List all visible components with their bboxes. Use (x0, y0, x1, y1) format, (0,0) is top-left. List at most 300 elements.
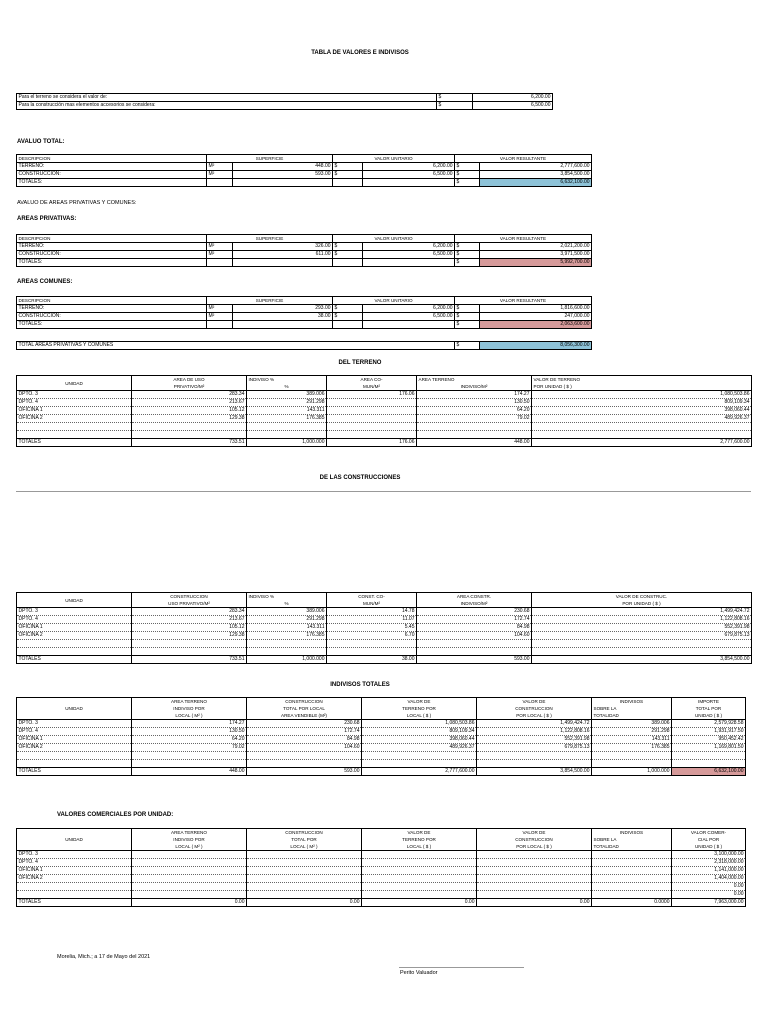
totals-row (17, 768, 746, 776)
currency-sign: $ (333, 163, 363, 171)
column-header: DESCRIPCION (17, 155, 207, 163)
column-header: INDIVISO POR (132, 836, 247, 843)
cell-value: 809,109.34 (362, 728, 477, 736)
cell-value: 176.06 (327, 391, 417, 399)
cell-value: 809,109.34 (532, 399, 752, 407)
cell-value: 172.74 (247, 728, 362, 736)
cell-value: 1,141,000.00 (672, 867, 746, 875)
cell-value: 291.298 (592, 728, 672, 736)
column-header: VALOR UNITARIO (333, 235, 455, 243)
unit-label: M² (207, 305, 233, 313)
privativas-table (16, 234, 592, 267)
unit-name: DPTO. 4 (17, 728, 132, 736)
cell-value: 283.34 (132, 391, 247, 399)
unit-label: M² (207, 251, 233, 259)
unit-name: DPTO. 4 (17, 399, 132, 407)
cell-value: 293.00 (233, 305, 333, 313)
column-header: DESCRIPCION (17, 297, 207, 305)
column-header: INDIVISO/M² (417, 383, 532, 391)
cell-value: 130.50 (132, 728, 247, 736)
totals-row (17, 899, 746, 907)
column-header: LOCAL ( M² ) (132, 843, 247, 851)
total-value: 0.00 (247, 899, 362, 907)
column-header: MUN/M² (327, 600, 417, 608)
total-value: 0.00 (362, 899, 477, 907)
column-header: PRIVATIVO/M² (132, 383, 247, 391)
cell-value: 3,971,500.00 (480, 251, 592, 259)
unit-name: DPTO. 3 (17, 851, 132, 859)
unit-name: OFICINA 1 (17, 624, 132, 632)
cell-value: 6.70 (327, 632, 417, 640)
column-header: VALOR RESULTANTE (455, 155, 592, 163)
cell-value: 105.12 (132, 407, 247, 415)
column-header: VALOR RESULTANTE (455, 297, 592, 305)
column-header: POR UNIDAD ( $ ) (532, 383, 752, 391)
cell-value: 552,391.98 (532, 624, 752, 632)
column-header: UNIDAD (17, 829, 132, 851)
column-header: TERRENO POR (362, 705, 477, 712)
table-row (17, 171, 592, 179)
row-label: TOTALES (17, 439, 132, 447)
total-areas-table (16, 341, 592, 350)
total-value: 2,777,600.00 (362, 768, 477, 776)
total-value: 448.00 (132, 768, 247, 776)
construcciones-heading: DE LAS CONSTRUCCIONES (319, 475, 401, 481)
cell-value: 389.006 (247, 391, 327, 399)
cell-value: 1,080,503.86 (362, 720, 477, 728)
row-label: CONSTRUCCION: (17, 313, 207, 321)
table-row (17, 752, 746, 760)
column-header: % (247, 383, 327, 391)
total-value: 448.00 (417, 439, 532, 447)
comunes-table (16, 296, 592, 329)
unit-label: M² (207, 171, 233, 179)
cell-value: 143.311 (247, 407, 327, 415)
table-header-row (17, 297, 592, 305)
column-header: INDIVISOS (592, 698, 672, 706)
intro-value: 6,200.00 (473, 94, 553, 102)
currency-sign: $ (333, 251, 363, 259)
column-header: TERRENO POR (362, 836, 477, 843)
column-header: INDIVISO % (247, 376, 327, 384)
privativas-heading: AREAS PRIVATIVAS: (17, 216, 77, 222)
indivisos-table (16, 697, 746, 776)
column-header: POR UNIDAD ( $ ) (532, 600, 752, 608)
column-header: AREA CONSTR. (417, 593, 532, 601)
column-header: VALOR UNITARIO (333, 297, 455, 305)
cell-value: 6,200.00 (363, 243, 455, 251)
unit-name: DPTO. 4 (17, 616, 132, 624)
cell-value: 2,777,600.00 (480, 163, 592, 171)
column-header: TOTAL POR (247, 836, 362, 843)
intro-table (16, 93, 553, 110)
cell-value: 6,200.00 (363, 305, 455, 313)
cell-value: 247,000.00 (480, 313, 592, 321)
unit-name: OFICINA 2 (17, 415, 132, 423)
column-header: VALOR DE CONSTRUC. (532, 593, 752, 601)
cell-value: 129.38 (132, 632, 247, 640)
total-value: 6,632,100.00 (672, 768, 746, 776)
cell-value (327, 415, 417, 423)
total-value: 1,000.000 (247, 656, 327, 664)
row-label: TOTAL AREAS PRIVATIVAS Y COMUNES (17, 342, 455, 350)
comunes-heading: AREAS COMUNES: (17, 279, 73, 285)
total-value: 0.00 (132, 899, 247, 907)
column-header: CONSTRUCCION (477, 705, 592, 712)
cell-value: 143.311 (247, 624, 327, 632)
column-header: USO PRIVATIVO/M² (132, 600, 247, 608)
unit-name: DPTO. 3 (17, 391, 132, 399)
cell-value: 84.98 (247, 736, 362, 744)
table-row (17, 851, 746, 859)
column-header: AREA TERRENO (132, 829, 247, 837)
column-header: SOBRE LA (592, 705, 672, 712)
total-value: 3,854,500.00 (532, 656, 752, 664)
column-header: UNIDAD (17, 698, 132, 720)
comerciales-heading: VALORES COMERCIALES POR UNIDAD: (57, 812, 174, 818)
currency-sign: $ (455, 342, 480, 350)
column-header: CONSTRUCCION (247, 829, 362, 837)
column-header: DESCRIPCION (17, 235, 207, 243)
cell-value: 213.67 (132, 616, 247, 624)
cell-value: 176.385 (247, 632, 327, 640)
row-label: TOTALES: (17, 321, 207, 329)
column-header: VALOR RESULTANTE (455, 235, 592, 243)
table-row (17, 391, 752, 399)
total-value: 5,992,700.00 (480, 259, 592, 267)
row-label: TOTALES: (17, 259, 207, 267)
unit-name: OFICINA 1 (17, 736, 132, 744)
totals-row (17, 342, 592, 350)
column-header: UNIDAD (17, 593, 132, 608)
column-header: VALOR DE (362, 829, 477, 837)
column-header: POR LOCAL ( $ ) (477, 712, 592, 720)
column-header: SUPERFICIE (207, 155, 333, 163)
column-header: VALOR DE (477, 698, 592, 706)
cell-value: 489,926.37 (532, 415, 752, 423)
column-header: CONSTRUCCION (477, 836, 592, 843)
cell-value: 79.02 (132, 744, 247, 752)
table-header-row (17, 235, 592, 243)
cell-value: 143.311 (592, 736, 672, 744)
currency-sign: $ (437, 102, 473, 110)
place-date: Morelia, Mich.; a 17 de Mayo del 2021 (57, 954, 151, 960)
table-header-row (17, 376, 752, 384)
table-row (17, 305, 592, 313)
column-header: VALOR DE (477, 829, 592, 837)
totals-row (17, 321, 592, 329)
cell-value: 1,080,503.86 (532, 391, 752, 399)
cell-value: 326.00 (233, 243, 333, 251)
total-value: 1,000.000 (592, 768, 672, 776)
cell-value: 398,060.44 (362, 736, 477, 744)
totals-row (17, 259, 592, 267)
column-header: TOTAL POR (672, 705, 746, 712)
total-value: 8,056,300.00 (480, 342, 592, 350)
cell-value: 64.20 (132, 736, 247, 744)
row-label: TERRENO: (17, 305, 207, 313)
comerciales-table (16, 828, 746, 907)
total-value: 6,632,100.00 (480, 179, 592, 187)
column-header: AREA DE USO (132, 376, 247, 384)
currency-sign: $ (455, 321, 480, 329)
cell-value: 1,122,808.16 (532, 616, 752, 624)
table-header-row (17, 155, 592, 163)
column-header: INDIVISO % (247, 593, 327, 601)
table-row (17, 399, 752, 407)
cell-value: 389.006 (592, 720, 672, 728)
cell-value: 176.385 (592, 744, 672, 752)
column-header: TOTAL POR LOCAL (247, 705, 362, 712)
unit-label: M² (207, 163, 233, 171)
avaluo-note: AVALUO DE AREAS PRIVATIVAS Y COMUNES: (17, 200, 137, 206)
table-row (17, 891, 746, 899)
divider (16, 491, 751, 492)
cell-value: 679,875.13 (477, 744, 592, 752)
cell-value: 552,391.98 (477, 736, 592, 744)
column-header: SOBRE LA (592, 836, 672, 843)
cell-value: 64.20 (417, 407, 532, 415)
column-header: VALOR DE (362, 698, 477, 706)
currency-sign: $ (333, 305, 363, 313)
column-header: AREA TERRENO (417, 376, 532, 384)
total-value: 2,063,600.00 (480, 321, 592, 329)
cell-value: 79.02 (417, 415, 532, 423)
cell-value: 1,499,424.72 (532, 608, 752, 616)
unit-name: OFICINA 2 (17, 875, 132, 883)
total-value: 593.00 (247, 768, 362, 776)
table-row (17, 867, 746, 875)
total-value: 7,963,000.00 (672, 899, 746, 907)
indivisos-heading: INDIVISOS TOTALES (330, 682, 390, 688)
table-row (17, 243, 592, 251)
cell-value: 593.00 (233, 171, 333, 179)
total-value: 2,777,600.00 (532, 439, 752, 447)
row-label: TERRENO: (17, 243, 207, 251)
table-row (17, 608, 752, 616)
column-header: IMPORTE (672, 698, 746, 706)
currency-sign: $ (455, 243, 480, 251)
intro-label: Para la construcción mas elementos accesorios se considera: (17, 102, 437, 110)
row-label: CONSTRUCCION: (17, 251, 207, 259)
unit-name: OFICINA 2 (17, 744, 132, 752)
column-header: AREA VENDIBLE (M²) (247, 712, 362, 720)
currency-sign: $ (437, 94, 473, 102)
cell-value: 105.12 (132, 624, 247, 632)
cell-value: 389.006 (247, 608, 327, 616)
cell-value (327, 407, 417, 415)
cell-value: 1,169,801.50 (672, 744, 746, 752)
signer-title: Perito Valuador (400, 970, 438, 976)
table-row (17, 313, 592, 321)
unit-name (17, 891, 132, 899)
table-row (17, 624, 752, 632)
column-header: % (247, 600, 327, 608)
unit-name: DPTO. 3 (17, 720, 132, 728)
cell-value: 6,200.00 (363, 163, 455, 171)
column-header: UNIDAD ( $ ) (672, 712, 746, 720)
avaluo-total-heading: AVALUO TOTAL: (17, 139, 65, 145)
cell-value: 11.07 (327, 616, 417, 624)
cell-value: 174.27 (417, 391, 532, 399)
currency-sign: $ (455, 251, 480, 259)
column-header: POR LOCAL ( $ ) (477, 843, 592, 851)
table-row (17, 744, 746, 752)
row-label: TOTALES (17, 656, 132, 664)
cell-value: 679,875.13 (532, 632, 752, 640)
column-header: MUN/M² (327, 383, 417, 391)
cell-value: 0.00 (672, 883, 746, 891)
cell-value: 950,452.42 (672, 736, 746, 744)
unit-name: OFICINA 2 (17, 632, 132, 640)
column-header: CONST. CO- (327, 593, 417, 601)
table-row (17, 163, 592, 171)
column-header: LOCAL ( $ ) (362, 712, 477, 720)
cell-value: 129.38 (132, 415, 247, 423)
cell-value: 230.68 (247, 720, 362, 728)
table-row (17, 415, 752, 423)
table-row (17, 423, 752, 431)
table-row (17, 251, 592, 259)
terreno-table (16, 375, 752, 447)
column-header: CIAL POR (672, 836, 746, 843)
cell-value: 283.34 (132, 608, 247, 616)
row-label: CONSTRUCCION: (17, 171, 207, 179)
cell-value (327, 399, 417, 407)
cell-value: 3,854,500.00 (480, 171, 592, 179)
table-row (17, 94, 553, 102)
totals-row (17, 656, 752, 664)
unit-name: DPTO. 4 (17, 859, 132, 867)
cell-value: 1,499,424.72 (477, 720, 592, 728)
column-header: LOCAL ( M² ) (247, 843, 362, 851)
cell-value: 5.45 (327, 624, 417, 632)
table-row (17, 632, 752, 640)
total-value: 176.06 (327, 439, 417, 447)
table-row (17, 736, 746, 744)
cell-value: 38.00 (233, 313, 333, 321)
avaluo-total-table (16, 154, 592, 187)
column-header: UNIDAD (17, 376, 132, 391)
cell-value: 489,926.37 (362, 744, 477, 752)
column-header: INDIVISO POR (132, 705, 247, 712)
intro-value: 6,500.00 (473, 102, 553, 110)
column-header: AREA CO- (327, 376, 417, 384)
unit-name: OFICINA 1 (17, 867, 132, 875)
cell-value: 291.298 (247, 399, 327, 407)
cell-value: 14.78 (327, 608, 417, 616)
cell-value: 2,318,000.00 (672, 859, 746, 867)
cell-value: 291.298 (247, 616, 327, 624)
column-header: UNIDAD ( $ ) (672, 843, 746, 851)
total-value: 733.51 (132, 656, 247, 664)
table-row (17, 431, 752, 439)
unit-name (17, 883, 132, 891)
table-row (17, 407, 752, 415)
cell-value: 611.00 (233, 251, 333, 259)
row-label: TOTALES: (17, 179, 207, 187)
cell-value: 6,500.00 (363, 171, 455, 179)
page-title: TABLA DE VALORES E INDIVISOS (311, 50, 409, 56)
column-header: VALOR UNITARIO (333, 155, 455, 163)
cell-value: 6,500.00 (363, 313, 455, 321)
row-label: TOTALES (17, 768, 132, 776)
cell-value: 448.00 (233, 163, 333, 171)
cell-value: 1,122,808.16 (477, 728, 592, 736)
currency-sign: $ (455, 305, 480, 313)
unit-name: DPTO. 3 (17, 608, 132, 616)
unit-label: M² (207, 243, 233, 251)
total-value: 38.00 (327, 656, 417, 664)
currency-sign: $ (333, 243, 363, 251)
total-value: 593.00 (417, 656, 532, 664)
cell-value: 2,579,928.58 (672, 720, 746, 728)
table-header-row (17, 698, 746, 706)
table-header-row (17, 593, 752, 601)
total-value: 3,854,500.00 (477, 768, 592, 776)
column-header: TOTALIDAD (592, 712, 672, 720)
table-row (17, 859, 746, 867)
currency-sign: $ (455, 313, 480, 321)
column-header: INDIVISOS (592, 829, 672, 837)
row-label: TOTALES (17, 899, 132, 907)
totals-row (17, 439, 752, 447)
intro-label: Para el terreno se considera el valor de: (17, 94, 437, 102)
column-header: TOTALIDAD (592, 843, 672, 851)
table-row (17, 640, 752, 648)
column-header: LOCAL ( $ ) (362, 843, 477, 851)
total-value: 0.0000 (592, 899, 672, 907)
table-row (17, 875, 746, 883)
column-header: VALOR DE TERRENO (532, 376, 752, 384)
row-label: TERRENO: (17, 163, 207, 171)
cell-value: 176.385 (247, 415, 327, 423)
cell-value: 104.60 (417, 632, 532, 640)
cell-value: 0.00 (672, 891, 746, 899)
terreno-heading: DEL TERRENO (338, 360, 382, 366)
cell-value: 398,060.44 (532, 407, 752, 415)
cell-value: 1,404,000.00 (672, 875, 746, 883)
cell-value: 230.68 (417, 608, 532, 616)
currency-sign: $ (333, 171, 363, 179)
table-row (17, 102, 553, 110)
cell-value: 84.98 (417, 624, 532, 632)
currency-sign: $ (455, 171, 480, 179)
cell-value: 174.27 (132, 720, 247, 728)
table-header-row (17, 829, 746, 837)
column-header: SUPERFICIE (207, 297, 333, 305)
column-header: SUPERFICIE (207, 235, 333, 243)
table-row (17, 616, 752, 624)
unit-label: M² (207, 313, 233, 321)
unit-name: OFICINA 1 (17, 407, 132, 415)
table-row (17, 728, 746, 736)
column-header: LOCAL ( M² ) (132, 712, 247, 720)
cell-value: 3,100,000.00 (672, 851, 746, 859)
signature-line (399, 967, 524, 968)
table-row (17, 720, 746, 728)
column-header: VALOR COMER- (672, 829, 746, 837)
currency-sign: $ (455, 163, 480, 171)
construcciones-table (16, 592, 752, 664)
cell-value: 1,931,917.50 (672, 728, 746, 736)
cell-value: 2,021,200.00 (480, 243, 592, 251)
currency-sign: $ (455, 259, 480, 267)
table-row (17, 648, 752, 656)
total-value: 733.51 (132, 439, 247, 447)
table-row (17, 883, 746, 891)
totals-row (17, 179, 592, 187)
